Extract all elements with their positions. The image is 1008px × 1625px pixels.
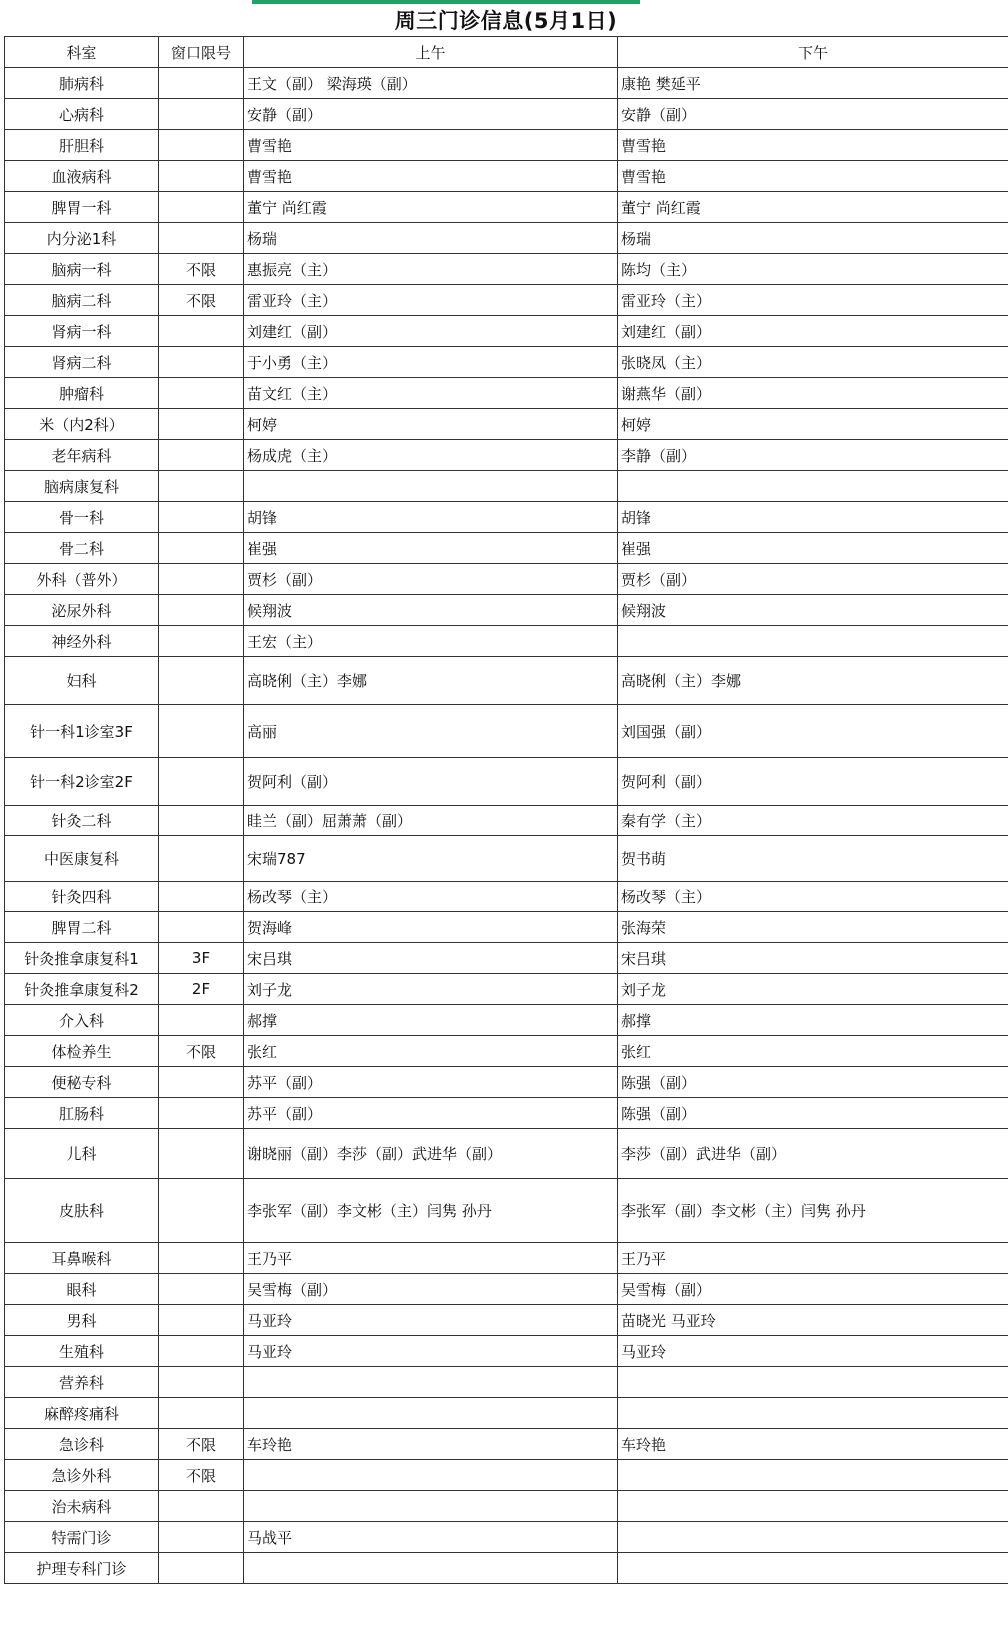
cell-morning-doctors[interactable]: 王宏（主） (244, 626, 618, 657)
table-body (5, 68, 1008, 1584)
cell-department[interactable]: 眼科 (5, 1274, 159, 1305)
cell-window-limit[interactable]: 不限 (159, 254, 244, 285)
cell-department[interactable]: 肾病一科 (5, 316, 159, 347)
cell-afternoon-doctors[interactable]: 郝撑 (618, 1005, 1008, 1036)
header-row (5, 37, 1008, 68)
cell-window-limit[interactable] (159, 1243, 244, 1274)
header-afternoon[interactable]: 下午 (618, 37, 1008, 68)
cell-morning-doctors[interactable]: 于小勇（主） (244, 347, 618, 378)
cell-window-limit[interactable] (159, 626, 244, 657)
table-row (5, 130, 1008, 161)
cell-afternoon-doctors[interactable]: 谢燕华（副） (618, 378, 1008, 409)
table-row (5, 836, 1008, 882)
cell-window-limit[interactable] (159, 806, 244, 836)
cell-afternoon-doctors[interactable]: 苗晓光 马亚玲 (618, 1305, 1008, 1336)
cell-afternoon-doctors[interactable]: 刘国强（副） (618, 705, 1008, 758)
cell-window-limit[interactable] (159, 1274, 244, 1305)
cell-afternoon-doctors[interactable]: 杨瑞 (618, 223, 1008, 254)
cell-window-limit[interactable] (159, 1522, 244, 1553)
cell-afternoon-doctors[interactable]: 张红 (618, 1036, 1008, 1067)
cell-morning-doctors[interactable]: 吴雪梅（副） (244, 1274, 618, 1305)
cell-afternoon-doctors[interactable]: 张晓凤（主） (618, 347, 1008, 378)
cell-window-limit[interactable] (159, 409, 244, 440)
table-row (5, 192, 1008, 223)
header-morning[interactable]: 上午 (244, 37, 618, 68)
cell-morning-doctors[interactable]: 高晓俐（主）李娜 (244, 657, 618, 705)
cell-department[interactable]: 肺病科 (5, 68, 159, 99)
cell-window-limit[interactable] (159, 347, 244, 378)
cell-department[interactable]: 介入科 (5, 1005, 159, 1036)
cell-afternoon-doctors[interactable]: 高晓俐（主）李娜 (618, 657, 1008, 705)
cell-afternoon-doctors[interactable]: 崔强 (618, 533, 1008, 564)
cell-window-limit[interactable] (159, 533, 244, 564)
cell-window-limit[interactable] (159, 502, 244, 533)
table-row (5, 1098, 1008, 1129)
cell-department[interactable]: 针灸推拿康复科2 (5, 974, 159, 1005)
table-row (5, 1036, 1008, 1067)
cell-department[interactable]: 脑病康复科 (5, 471, 159, 502)
table-row (5, 1129, 1008, 1179)
cell-window-limit[interactable] (159, 1098, 244, 1129)
cell-afternoon-doctors[interactable] (618, 1491, 1008, 1522)
cell-afternoon-doctors[interactable]: 康艳 樊延平 (618, 68, 1008, 99)
cell-afternoon-doctors[interactable]: 张海荣 (618, 912, 1008, 943)
cell-department[interactable]: 血液病科 (5, 161, 159, 192)
cell-department[interactable]: 肾病二科 (5, 347, 159, 378)
cell-department[interactable]: 骨一科 (5, 502, 159, 533)
cell-morning-doctors[interactable]: 宋瑞787 (244, 836, 618, 882)
cell-morning-doctors[interactable]: 李张军（副）李文彬（主）闫隽 孙丹 (244, 1179, 618, 1243)
cell-department[interactable]: 泌尿外科 (5, 595, 159, 626)
cell-afternoon-doctors[interactable]: 刘子龙 (618, 974, 1008, 1005)
cell-window-limit[interactable] (159, 1305, 244, 1336)
cell-afternoon-doctors[interactable] (618, 1553, 1008, 1584)
page-title: 周三门诊信息(5月1日) (394, 9, 618, 33)
cell-department[interactable]: 针灸推拿康复科1 (5, 943, 159, 974)
table-row (5, 1067, 1008, 1098)
cell-morning-doctors[interactable]: 胡锋 (244, 502, 618, 533)
cell-department[interactable]: 脾胃一科 (5, 192, 159, 223)
cell-afternoon-doctors[interactable]: 李张军（副）李文彬（主）闫隽 孙丹 (618, 1179, 1008, 1243)
table-row (5, 409, 1008, 440)
cell-afternoon-doctors[interactable]: 陈强（副） (618, 1067, 1008, 1098)
cell-afternoon-doctors[interactable]: 马亚玲 (618, 1336, 1008, 1367)
cell-afternoon-doctors[interactable] (618, 1522, 1008, 1553)
cell-window-limit[interactable] (159, 1129, 244, 1179)
cell-afternoon-doctors[interactable]: 刘建红（副） (618, 316, 1008, 347)
cell-morning-doctors[interactable]: 雷亚玲（主） (244, 285, 618, 316)
cell-morning-doctors[interactable]: 郝撑 (244, 1005, 618, 1036)
table-row (5, 1274, 1008, 1305)
cell-department[interactable]: 急诊科 (5, 1429, 159, 1460)
cell-window-limit[interactable]: 不限 (159, 1036, 244, 1067)
cell-morning-doctors[interactable]: 谢晓丽（副）李莎（副）武进华（副） (244, 1129, 618, 1179)
cell-window-limit[interactable] (159, 1553, 244, 1584)
cell-department[interactable]: 骨二科 (5, 533, 159, 564)
cell-department[interactable]: 心病科 (5, 99, 159, 130)
cell-morning-doctors[interactable]: 马亚玲 (244, 1336, 618, 1367)
cell-afternoon-doctors[interactable]: 贾杉（副） (618, 564, 1008, 595)
table-row (5, 912, 1008, 943)
cell-window-limit[interactable] (159, 223, 244, 254)
table-row (5, 806, 1008, 836)
table-row (5, 347, 1008, 378)
cell-morning-doctors[interactable]: 刘子龙 (244, 974, 618, 1005)
cell-afternoon-doctors[interactable]: 李静（副） (618, 440, 1008, 471)
cell-afternoon-doctors[interactable]: 雷亚玲（主） (618, 285, 1008, 316)
cell-window-limit[interactable] (159, 440, 244, 471)
header-dept[interactable]: 科室 (5, 37, 159, 68)
cell-morning-doctors[interactable]: 贺海峰 (244, 912, 618, 943)
cell-department[interactable]: 男科 (5, 1305, 159, 1336)
cell-afternoon-doctors[interactable] (618, 626, 1008, 657)
cell-department[interactable]: 脑病一科 (5, 254, 159, 285)
table-row (5, 1429, 1008, 1460)
cell-morning-doctors[interactable] (244, 1398, 618, 1429)
cell-window-limit[interactable] (159, 657, 244, 705)
table-row (5, 533, 1008, 564)
schedule-table (4, 36, 1008, 1584)
cell-morning-doctors[interactable]: 董宁 尚红霞 (244, 192, 618, 223)
header-window-limit[interactable]: 窗口限号 (159, 37, 244, 68)
table-row (5, 316, 1008, 347)
cell-window-limit[interactable] (159, 1005, 244, 1036)
cell-window-limit[interactable]: 不限 (159, 1460, 244, 1491)
cell-morning-doctors[interactable] (244, 1460, 618, 1491)
cell-department[interactable]: 肿瘤科 (5, 378, 159, 409)
cell-morning-doctors[interactable]: 安静（副） (244, 99, 618, 130)
cell-window-limit[interactable] (159, 316, 244, 347)
cell-afternoon-doctors[interactable]: 秦有学（主） (618, 806, 1008, 836)
cell-afternoon-doctors[interactable]: 王乃平 (618, 1243, 1008, 1274)
cell-department[interactable]: 中医康复科 (5, 836, 159, 882)
table-row (5, 1305, 1008, 1336)
cell-window-limit[interactable]: 2F (159, 974, 244, 1005)
cell-window-limit[interactable]: 3F (159, 943, 244, 974)
cell-department[interactable]: 针一科1诊室3F (5, 705, 159, 758)
cell-department[interactable]: 儿科 (5, 1129, 159, 1179)
table-header (5, 37, 1008, 68)
table-row (5, 502, 1008, 533)
table-row (5, 626, 1008, 657)
cell-department[interactable]: 麻醉疼痛科 (5, 1398, 159, 1429)
table-row (5, 1336, 1008, 1367)
table-row (5, 471, 1008, 502)
cell-window-limit[interactable] (159, 912, 244, 943)
table-row (5, 68, 1008, 99)
cell-department[interactable]: 内分泌1科 (5, 223, 159, 254)
cell-morning-doctors[interactable] (244, 1553, 618, 1584)
cell-window-limit[interactable]: 不限 (159, 1429, 244, 1460)
cell-morning-doctors[interactable]: 王乃平 (244, 1243, 618, 1274)
cell-department[interactable]: 生殖科 (5, 1336, 159, 1367)
table-row (5, 758, 1008, 806)
cell-department[interactable]: 体检养生 (5, 1036, 159, 1067)
cell-department[interactable]: 治未病科 (5, 1491, 159, 1522)
cell-department[interactable]: 针灸二科 (5, 806, 159, 836)
cell-department[interactable]: 米（内2科） (5, 409, 159, 440)
cell-afternoon-doctors[interactable]: 曹雪艳 (618, 130, 1008, 161)
cell-window-limit[interactable] (159, 130, 244, 161)
cell-afternoon-doctors[interactable]: 柯婷 (618, 409, 1008, 440)
cell-morning-doctors[interactable]: 刘建红（副） (244, 316, 618, 347)
cell-morning-doctors[interactable]: 杨成虎（主） (244, 440, 618, 471)
table-row (5, 254, 1008, 285)
table-row (5, 1398, 1008, 1429)
cell-department[interactable]: 护理专科门诊 (5, 1553, 159, 1584)
table-row (5, 223, 1008, 254)
table-row (5, 974, 1008, 1005)
table-row (5, 1367, 1008, 1398)
cell-morning-doctors[interactable]: 贾杉（副） (244, 564, 618, 595)
cell-department[interactable]: 耳鼻喉科 (5, 1243, 159, 1274)
cell-morning-doctors[interactable]: 曹雪艳 (244, 130, 618, 161)
cell-window-limit[interactable] (159, 1367, 244, 1398)
cell-department[interactable]: 特需门诊 (5, 1522, 159, 1553)
table-row (5, 1005, 1008, 1036)
cell-morning-doctors[interactable]: 高丽 (244, 705, 618, 758)
table-row (5, 595, 1008, 626)
cell-morning-doctors[interactable]: 宋吕琪 (244, 943, 618, 974)
cell-department[interactable]: 老年病科 (5, 440, 159, 471)
cell-afternoon-doctors[interactable] (618, 1367, 1008, 1398)
table-row (5, 1522, 1008, 1553)
cell-window-limit[interactable] (159, 705, 244, 758)
table-row (5, 564, 1008, 595)
table-row (5, 1179, 1008, 1243)
cell-department[interactable]: 皮肤科 (5, 1179, 159, 1243)
cell-morning-doctors[interactable]: 车玲艳 (244, 1429, 618, 1460)
cell-morning-doctors[interactable]: 柯婷 (244, 409, 618, 440)
cell-window-limit[interactable] (159, 1179, 244, 1243)
table-row (5, 378, 1008, 409)
table-row (5, 99, 1008, 130)
cell-window-limit[interactable] (159, 836, 244, 882)
table-row (5, 1460, 1008, 1491)
cell-morning-doctors[interactable] (244, 471, 618, 502)
cell-department[interactable]: 肝胆科 (5, 130, 159, 161)
cell-morning-doctors[interactable]: 张红 (244, 1036, 618, 1067)
cell-afternoon-doctors[interactable]: 车玲艳 (618, 1429, 1008, 1460)
cell-window-limit[interactable] (159, 595, 244, 626)
cell-afternoon-doctors[interactable]: 陈强（副） (618, 1098, 1008, 1129)
cell-morning-doctors[interactable]: 苗文红（主） (244, 378, 618, 409)
cell-window-limit[interactable]: 不限 (159, 285, 244, 316)
cell-afternoon-doctors[interactable]: 李莎（副）武进华（副） (618, 1129, 1008, 1179)
cell-morning-doctors[interactable]: 眭兰（副）屈萧萧（副） (244, 806, 618, 836)
cell-department[interactable]: 神经外科 (5, 626, 159, 657)
cell-department[interactable]: 肛肠科 (5, 1098, 159, 1129)
cell-window-limit[interactable] (159, 1067, 244, 1098)
cell-department[interactable]: 脾胃二科 (5, 912, 159, 943)
cell-afternoon-doctors[interactable]: 宋吕琪 (618, 943, 1008, 974)
cell-window-limit[interactable] (159, 192, 244, 223)
cell-afternoon-doctors[interactable] (618, 1460, 1008, 1491)
cell-afternoon-doctors[interactable]: 候翔波 (618, 595, 1008, 626)
table-row (5, 285, 1008, 316)
table-row (5, 1491, 1008, 1522)
table-row (5, 657, 1008, 705)
cell-window-limit[interactable] (159, 161, 244, 192)
cell-afternoon-doctors[interactable]: 吴雪梅（副） (618, 1274, 1008, 1305)
cell-afternoon-doctors[interactable]: 杨改琴（主） (618, 882, 1008, 912)
cell-department[interactable]: 针灸四科 (5, 882, 159, 912)
cell-afternoon-doctors[interactable]: 安静（副） (618, 99, 1008, 130)
cell-morning-doctors[interactable]: 贺阿利（副） (244, 758, 618, 806)
cell-department[interactable]: 妇科 (5, 657, 159, 705)
cell-window-limit[interactable] (159, 471, 244, 502)
cell-window-limit[interactable] (159, 99, 244, 130)
cell-morning-doctors[interactable]: 苏平（副） (244, 1098, 618, 1129)
cell-afternoon-doctors[interactable]: 贺书萌 (618, 836, 1008, 882)
cell-window-limit[interactable] (159, 758, 244, 806)
cell-morning-doctors[interactable]: 崔强 (244, 533, 618, 564)
table-row (5, 705, 1008, 758)
cell-morning-doctors[interactable]: 王文（副） 梁海瑛（副） (244, 68, 618, 99)
table-row (5, 943, 1008, 974)
cell-window-limit[interactable] (159, 1398, 244, 1429)
cell-morning-doctors[interactable]: 马亚玲 (244, 1305, 618, 1336)
table-row (5, 882, 1008, 912)
cell-afternoon-doctors[interactable] (618, 1398, 1008, 1429)
cell-morning-doctors[interactable]: 苏平（副） (244, 1067, 618, 1098)
cell-morning-doctors[interactable]: 马战平 (244, 1522, 618, 1553)
cell-afternoon-doctors[interactable] (618, 471, 1008, 502)
cell-department[interactable]: 脑病二科 (5, 285, 159, 316)
cell-window-limit[interactable] (159, 378, 244, 409)
table-row (5, 1553, 1008, 1584)
cell-morning-doctors[interactable]: 惠振亮（主） (244, 254, 618, 285)
table-row (5, 440, 1008, 471)
cell-afternoon-doctors[interactable]: 董宁 尚红霞 (618, 192, 1008, 223)
cell-morning-doctors[interactable] (244, 1367, 618, 1398)
cell-afternoon-doctors[interactable]: 胡锋 (618, 502, 1008, 533)
cell-department[interactable]: 营养科 (5, 1367, 159, 1398)
cell-morning-doctors[interactable]: 杨瑞 (244, 223, 618, 254)
cell-morning-doctors[interactable] (244, 1491, 618, 1522)
cell-department[interactable]: 便秘专科 (5, 1067, 159, 1098)
cell-window-limit[interactable] (159, 1336, 244, 1367)
cell-afternoon-doctors[interactable]: 陈均（主） (618, 254, 1008, 285)
cell-window-limit[interactable] (159, 882, 244, 912)
cell-afternoon-doctors[interactable]: 贺阿利（副） (618, 758, 1008, 806)
cell-afternoon-doctors[interactable]: 曹雪艳 (618, 161, 1008, 192)
cell-department[interactable]: 外科（普外） (5, 564, 159, 595)
table-row (5, 161, 1008, 192)
cell-window-limit[interactable] (159, 1491, 244, 1522)
table-row (5, 1243, 1008, 1274)
cell-window-limit[interactable] (159, 564, 244, 595)
cell-morning-doctors[interactable]: 杨改琴（主） (244, 882, 618, 912)
cell-window-limit[interactable] (159, 68, 244, 99)
cell-department[interactable]: 急诊外科 (5, 1460, 159, 1491)
cell-morning-doctors[interactable]: 候翔波 (244, 595, 618, 626)
cell-department[interactable]: 针一科2诊室2F (5, 758, 159, 806)
cell-morning-doctors[interactable]: 曹雪艳 (244, 161, 618, 192)
